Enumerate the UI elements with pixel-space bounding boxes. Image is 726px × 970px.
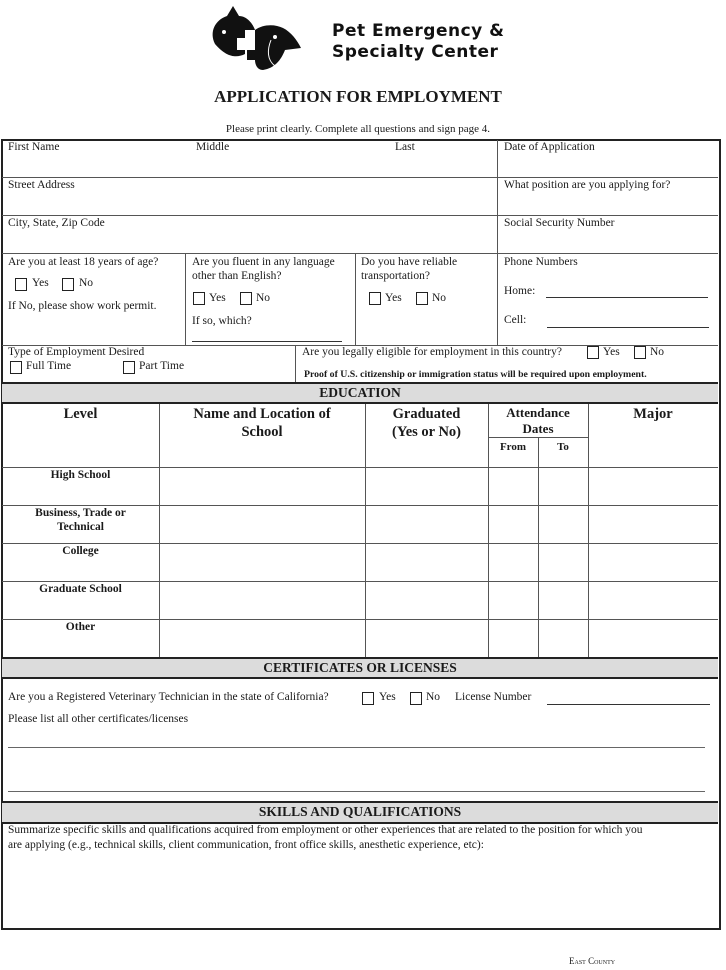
level-other: Other [65, 621, 96, 633]
level-college: College [62, 545, 99, 557]
language-question-line1: Are you fluent in any language [192, 256, 335, 268]
footer-location: East County [569, 956, 616, 966]
company-logo [205, 4, 522, 72]
language-yes-checkbox[interactable] [193, 292, 205, 305]
city-state-zip-label: City, State, Zip Code [8, 217, 105, 229]
rvt-yes-checkbox[interactable] [362, 692, 374, 705]
other-certificates-prompt: Please list all other certificates/licenses [8, 713, 189, 725]
level-high-school: High School [50, 469, 111, 481]
license-number-field[interactable] [547, 704, 710, 705]
transport-question-line1: Do you have reliable [361, 256, 458, 268]
language-which-field[interactable] [192, 341, 342, 342]
part-time-checkbox[interactable] [123, 361, 135, 374]
certificates-field-line-1[interactable] [8, 747, 705, 748]
language-yes-label: Yes [209, 292, 226, 304]
eligible-no-label: No [650, 346, 665, 358]
divider [2, 177, 718, 178]
work-permit-note: If No, please show work permit. [8, 300, 157, 312]
certificates-heading: CERTIFICATES OR LICENSES [2, 657, 718, 679]
rvt-no-label: No [426, 691, 441, 703]
logo-line-1: Pet Emergency & [332, 21, 505, 41]
skills-prompt-line2[interactable]: are applying (e.g., technical skills, client communication, front office skills, anesthetic experience, etc): [8, 839, 484, 851]
level-business-trade-line1: Business, Trade or [35, 507, 126, 519]
divider [355, 253, 356, 345]
age-no-label: No [79, 277, 94, 289]
date-of-application-label: Date of Application [504, 141, 595, 153]
language-which-label: If so, which? [192, 315, 252, 327]
citizenship-note: Proof of U.S. citizenship or immigration status will be required upon employment. [304, 369, 647, 380]
certificates-field-line-2[interactable] [8, 791, 705, 792]
from-column-header: From [499, 441, 527, 453]
age-no-checkbox[interactable] [62, 278, 74, 291]
school-column-header-line2: School [241, 424, 283, 440]
phone-numbers-label: Phone Numbers [504, 256, 578, 268]
home-phone-field[interactable] [546, 297, 708, 298]
instructions: Please print clearly. Complete all questions and sign page 4. [225, 123, 491, 135]
transport-no-label: No [432, 292, 447, 304]
employment-type-label: Type of Employment Desired [8, 346, 145, 358]
rvt-no-checkbox[interactable] [410, 692, 422, 705]
divider [2, 253, 718, 254]
street-address-label: Street Address [8, 179, 75, 191]
cell-phone-field[interactable] [547, 327, 709, 328]
divider [295, 345, 296, 383]
divider [538, 437, 539, 658]
ssn-label: Social Security Number [504, 217, 615, 229]
home-phone-label: Home: [504, 285, 536, 297]
eligible-no-checkbox[interactable] [634, 346, 646, 359]
license-number-label: License Number [455, 691, 532, 703]
language-no-checkbox[interactable] [240, 292, 252, 305]
graduated-column-header-line1: Graduated [392, 406, 461, 422]
cell-phone-label: Cell: [504, 314, 527, 326]
eligible-yes-label: Yes [603, 346, 620, 358]
transport-question-line2: transportation? [361, 270, 430, 282]
education-heading: EDUCATION [2, 382, 718, 404]
language-no-label: No [256, 292, 271, 304]
pet-silhouette-logo-icon [205, 4, 325, 72]
skills-prompt-line1: Summarize specific skills and qualifications acquired from employment or other experiences that are related to the position for which you [8, 824, 643, 836]
to-column-header: To [557, 441, 569, 453]
middle-name-label: Middle [196, 141, 230, 153]
divider [185, 253, 186, 345]
full-time-checkbox[interactable] [10, 361, 22, 374]
rvt-yes-label: Yes [379, 691, 396, 703]
graduated-column-header-line2: (Yes or No) [392, 424, 461, 440]
full-time-label: Full Time [26, 360, 72, 372]
page-title: APPLICATION FOR EMPLOYMENT [214, 87, 502, 106]
attendance-column-header-line1: Attendance [506, 405, 570, 420]
transport-yes-label: Yes [385, 292, 402, 304]
age-question: Are you at least 18 years of age? [8, 256, 159, 268]
first-name-label: First Name [8, 141, 60, 153]
age-yes-checkbox[interactable] [15, 278, 27, 291]
age-yes-label: Yes [32, 277, 49, 289]
position-label: What position are you applying for? [504, 179, 671, 191]
language-question-line2: other than English? [192, 270, 282, 282]
eligible-yes-checkbox[interactable] [587, 346, 599, 359]
rvt-question: Are you a Registered Veterinary Technician in the state of California? [8, 691, 329, 703]
level-graduate-school: Graduate School [39, 583, 122, 595]
level-business-trade-line2: Technical [57, 521, 104, 533]
major-column-header: Major [633, 406, 673, 422]
part-time-label: Part Time [139, 360, 185, 372]
attendance-column-header-line2: Dates [522, 421, 554, 436]
transport-no-checkbox[interactable] [416, 292, 428, 305]
last-name-label: Last [395, 141, 415, 153]
eligibility-question: Are you legally eligible for employment in this country? [302, 346, 562, 358]
transport-yes-checkbox[interactable] [369, 292, 381, 305]
logo-line-2: Specialty Center [332, 42, 499, 62]
skills-heading: SKILLS AND QUALIFICATIONS [2, 801, 718, 824]
divider [497, 140, 498, 345]
school-column-header-line1: Name and Location of [193, 406, 331, 422]
level-column-header: Level [63, 406, 98, 422]
divider [2, 215, 718, 216]
